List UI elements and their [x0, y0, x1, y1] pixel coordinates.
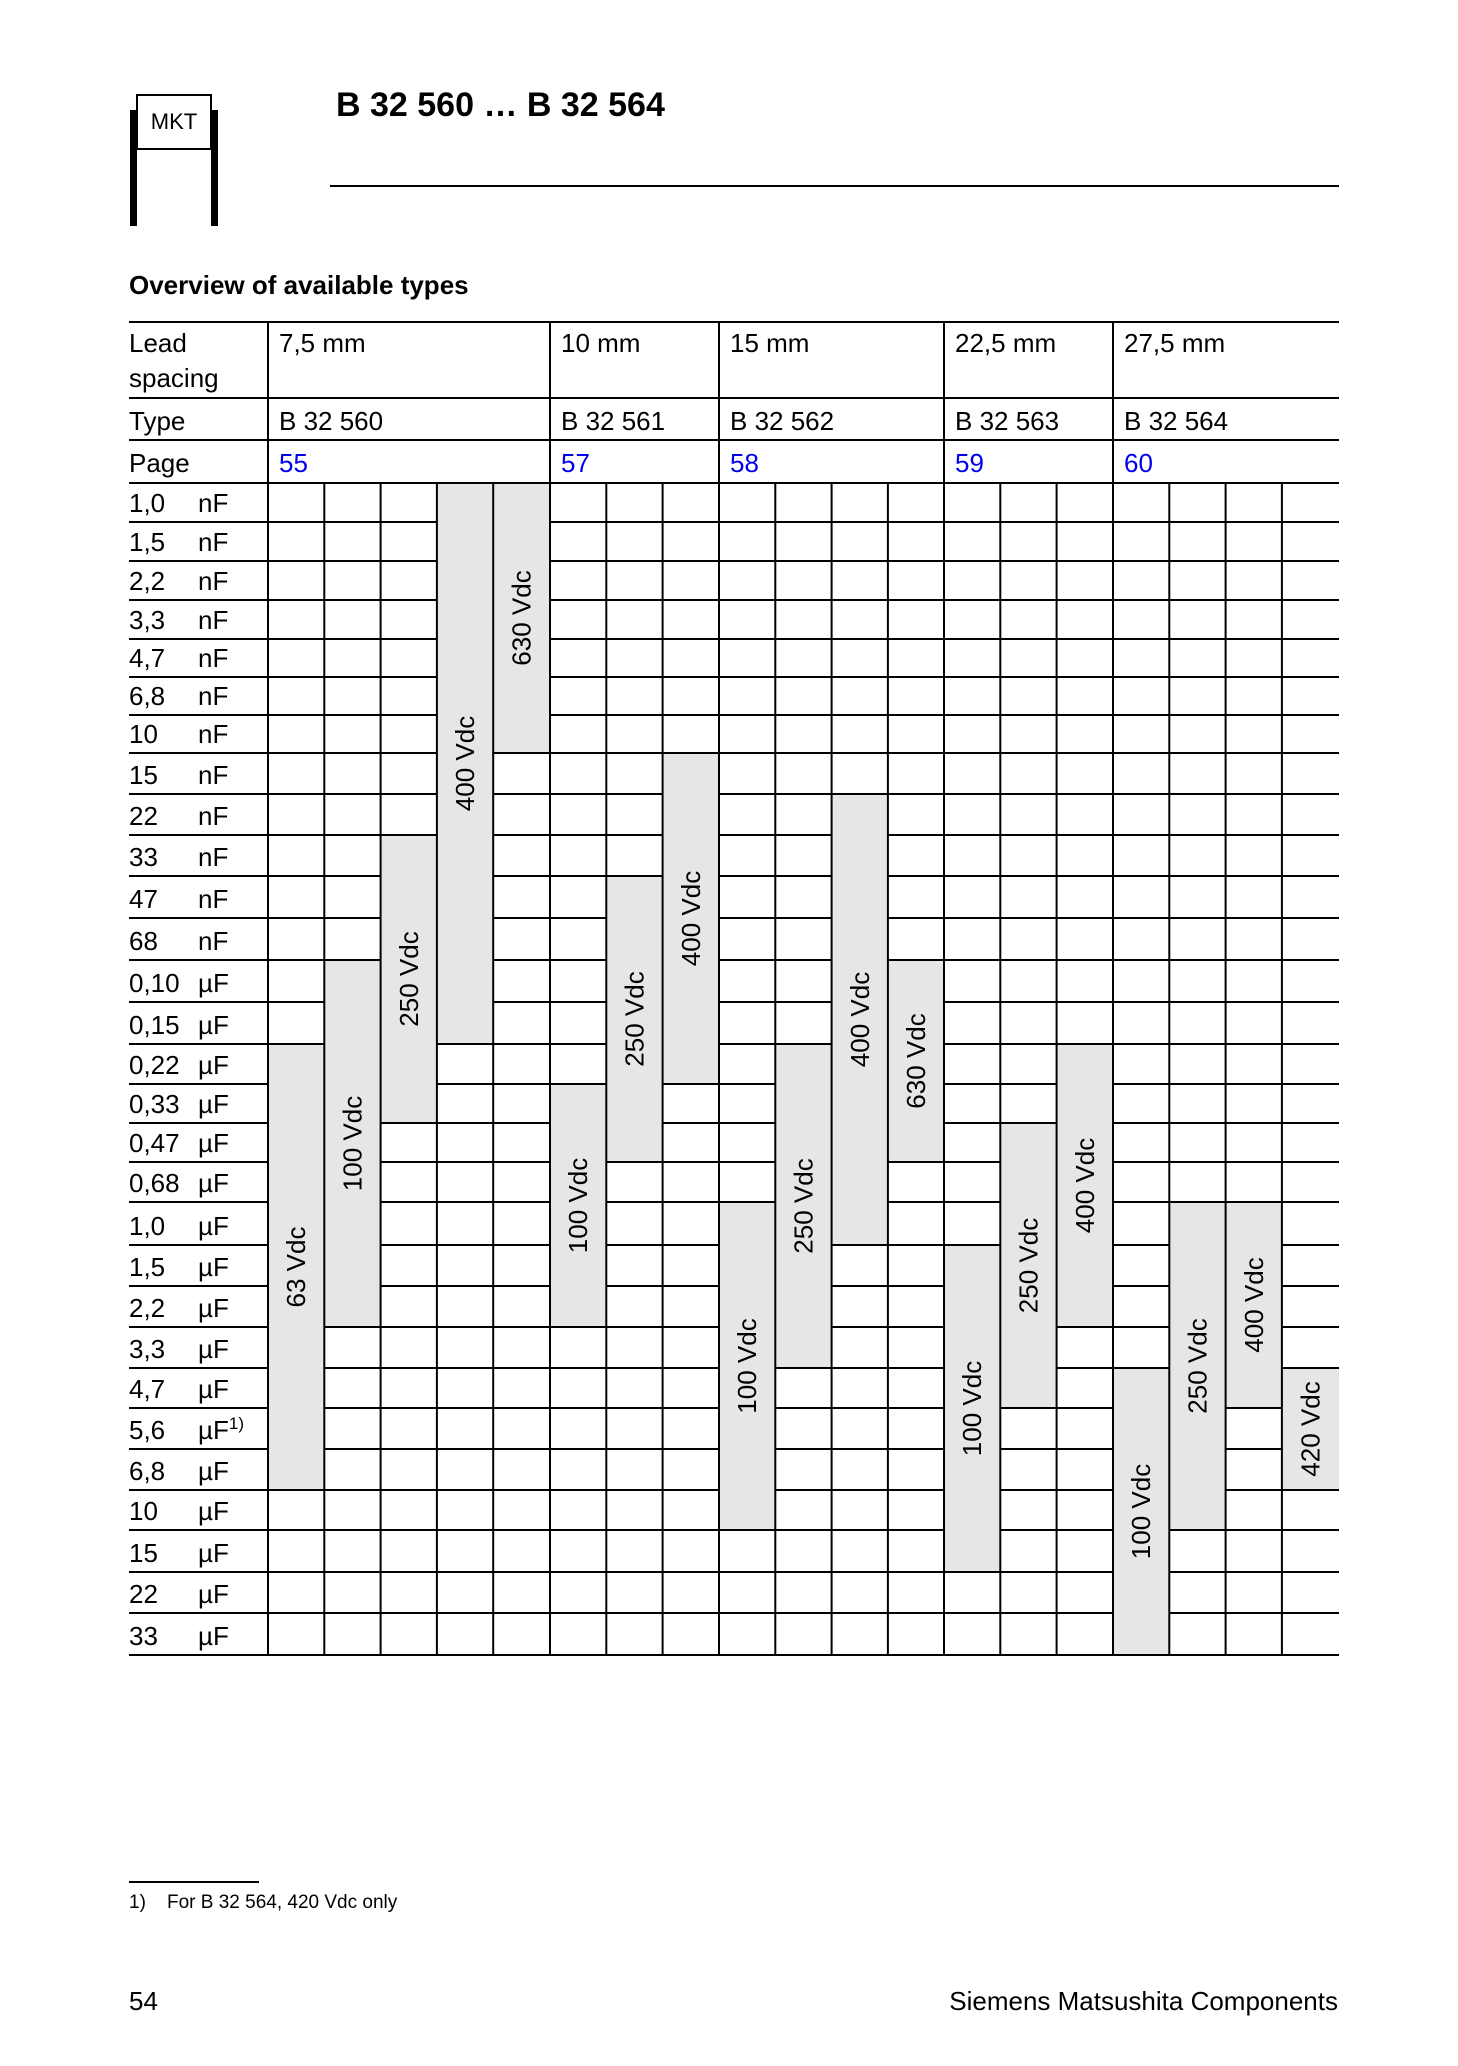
capacitance-unit: µF — [198, 1496, 229, 1526]
voltage-label-12: 100 Vdc — [957, 1360, 988, 1457]
capacitance-unit: µF — [198, 1010, 229, 1040]
capacitance-value: 22 — [129, 1579, 158, 1609]
capacitance-value: 1,0 — [129, 488, 166, 518]
lead-spacing-0: 7,5 mm — [279, 328, 366, 358]
page-link-2: 58 — [730, 448, 759, 478]
capacitance-value: 33 — [129, 842, 158, 872]
lead-spacing-1: 10 mm — [561, 328, 641, 358]
capacitance-unit: µF — [198, 1621, 229, 1651]
capacitance-value: 6,8 — [129, 1456, 166, 1486]
voltage-label-18: 420 Vdc — [1295, 1381, 1326, 1477]
footnote-number: 1) — [129, 1892, 146, 1913]
capacitance-unit: µF — [198, 1089, 229, 1119]
type-number-4: B 32 564 — [1124, 406, 1229, 436]
voltage-label-6: 250 Vdc — [619, 971, 650, 1067]
capacitance-value: 15 — [129, 1538, 158, 1568]
capacitance-unit: nF — [198, 801, 229, 831]
capacitance-unit: µF — [198, 1252, 229, 1282]
capacitance-unit: nF — [198, 681, 229, 711]
page-link-1: 57 — [561, 448, 590, 478]
voltage-label-13: 250 Vdc — [1013, 1217, 1044, 1314]
capacitance-value: 0,33 — [129, 1089, 180, 1119]
capacitance-unit: nF — [198, 527, 229, 557]
capacitance-value: 10 — [129, 719, 158, 749]
section-heading: Overview of available types — [129, 270, 469, 300]
type-number-2: B 32 562 — [730, 406, 835, 436]
capacitance-value: 4,7 — [129, 643, 166, 673]
capacitance-value: 0,22 — [129, 1050, 180, 1080]
capacitance-value: 1,5 — [129, 1252, 166, 1282]
capacitance-unit: µF — [198, 1538, 229, 1568]
voltage-label-14: 400 Vdc — [1069, 1137, 1100, 1234]
type-number-1: B 32 561 — [561, 406, 666, 436]
lead-spacing-2: 15 mm — [730, 328, 810, 358]
voltage-label-15: 100 Vdc — [1126, 1463, 1157, 1560]
voltage-label-10: 400 Vdc — [844, 971, 875, 1068]
page-label: Page — [129, 448, 190, 478]
voltage-label-9: 250 Vdc — [788, 1158, 819, 1254]
page-link-3: 59 — [955, 448, 984, 478]
type-label: Type — [129, 406, 186, 436]
lead-label-line2: spacing — [129, 363, 219, 393]
voltage-label-8: 100 Vdc — [732, 1318, 763, 1414]
voltage-label-17: 400 Vdc — [1238, 1257, 1269, 1353]
capacitance-value: 15 — [129, 760, 158, 790]
footnote-text: For B 32 564, 420 Vdc only — [167, 1892, 398, 1913]
capacitance-value: 47 — [129, 884, 158, 914]
lead-spacing-3: 22,5 mm — [955, 328, 1057, 358]
capacitance-value: 68 — [129, 926, 158, 956]
capacitance-unit: nF — [198, 926, 229, 956]
capacitance-unit: µF — [198, 1211, 229, 1241]
capacitance-unit: nF — [198, 842, 229, 872]
capacitance-unit: nF — [198, 719, 229, 749]
voltage-label-16: 250 Vdc — [1182, 1318, 1213, 1414]
capacitance-value: 10 — [129, 1496, 158, 1526]
capacitance-value: 1,5 — [129, 527, 166, 557]
capacitance-value: 3,3 — [129, 1334, 166, 1364]
voltage-label-11: 630 Vdc — [900, 1013, 931, 1109]
voltage-label-3: 400 Vdc — [450, 715, 481, 812]
capacitance-unit: µF — [198, 1128, 229, 1158]
capacitance-value: 0,15 — [129, 1010, 180, 1040]
voltage-label-4: 630 Vdc — [506, 570, 537, 666]
capacitance-unit: µF — [198, 1293, 229, 1323]
voltage-label-1: 100 Vdc — [337, 1095, 368, 1192]
capacitance-value: 2,2 — [129, 1293, 166, 1323]
capacitance-value: 2,2 — [129, 566, 166, 596]
capacitance-value: 3,3 — [129, 605, 166, 635]
capacitance-unit: nF — [198, 605, 229, 635]
capacitance-unit: µF — [198, 1334, 229, 1364]
capacitance-unit: nF — [198, 643, 229, 673]
capacitance-value: 5,6 — [129, 1415, 166, 1445]
publisher: Siemens Matsushita Components — [949, 1986, 1338, 2016]
footnote — [129, 1892, 397, 1914]
page-link-4: 60 — [1124, 448, 1153, 478]
capacitance-unit: µF — [198, 1456, 229, 1486]
capacitance-value: 0,47 — [129, 1128, 180, 1158]
logo-label: MKT — [150, 109, 198, 134]
page-link-0: 55 — [279, 448, 308, 478]
capacitance-value: 0,10 — [129, 968, 180, 998]
voltage-label-5: 100 Vdc — [563, 1157, 594, 1254]
type-number-3: B 32 563 — [955, 406, 1060, 436]
capacitance-value: 6,8 — [129, 681, 166, 711]
lead-label-line1: Lead — [129, 328, 187, 358]
page-number: 54 — [129, 1986, 158, 2016]
voltage-label-7: 400 Vdc — [675, 870, 706, 967]
capacitance-value: 0,68 — [129, 1168, 180, 1198]
capacitance-value: 4,7 — [129, 1374, 166, 1404]
capacitance-unit: µF — [198, 1374, 229, 1404]
voltage-label-0: 63 Vdc — [281, 1226, 312, 1308]
voltage-label-2: 250 Vdc — [393, 931, 424, 1027]
lead-spacing-4: 27,5 mm — [1124, 328, 1226, 358]
capacitance-unit: µF — [198, 1050, 229, 1080]
capacitance-unit: nF — [198, 884, 229, 914]
capacitance-value: 33 — [129, 1621, 158, 1651]
document-title: B 32 560 … B 32 564 — [336, 86, 665, 124]
capacitance-unit: nF — [198, 488, 229, 518]
capacitance-unit: µF — [198, 1579, 229, 1609]
footnote-rule — [129, 1881, 259, 1883]
capacitance-unit: µF$^{1)}$ — [198, 1414, 244, 1445]
capacitance-value: 1,0 — [129, 1211, 166, 1241]
capacitance-value: 22 — [129, 801, 158, 831]
capacitance-unit: nF — [198, 760, 229, 790]
type-number-0: B 32 560 — [279, 406, 384, 436]
capacitance-unit: nF — [198, 566, 229, 596]
capacitance-unit: µF — [198, 968, 229, 998]
capacitance-unit: µF — [198, 1168, 229, 1198]
